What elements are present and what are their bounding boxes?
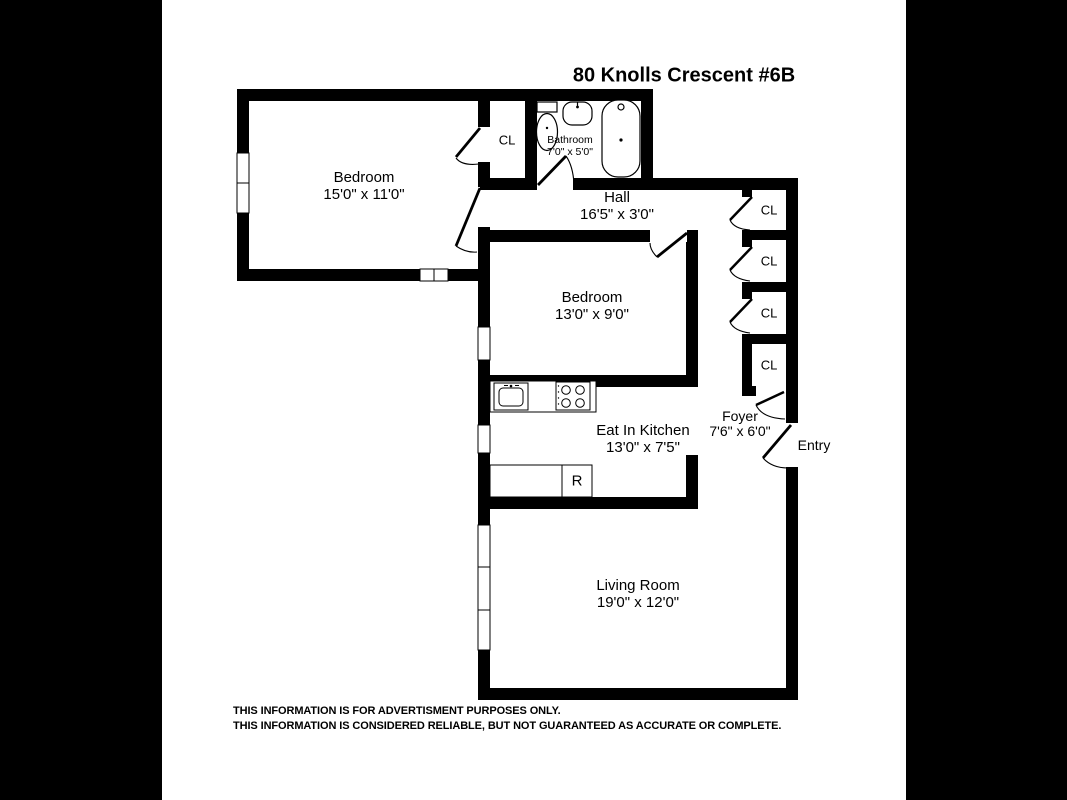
window <box>478 425 490 453</box>
windows <box>237 153 490 650</box>
entry-label: Entry <box>797 437 831 453</box>
kitchen-label <box>596 422 689 456</box>
bedroom2-door <box>650 233 687 257</box>
bedroom2-name: Bedroom <box>561 289 623 306</box>
closet-label-top: CL <box>498 132 516 148</box>
bedroom2-dims: 13'0" x 9'0" <box>555 306 629 323</box>
hall-dims: 16'5" x 3'0" <box>580 206 654 223</box>
bedroom1-dims: 15'0" x 11'0" <box>323 186 405 203</box>
closet-label-1: CL <box>760 202 778 218</box>
foyer-dims: 7'6" x 6'0" <box>709 423 771 439</box>
closet-label-3: CL <box>760 305 778 321</box>
refrigerator-label: R <box>571 472 583 490</box>
foyer-name: Foyer <box>722 408 758 424</box>
bathroom-name: Bathroom <box>547 134 593 146</box>
hall-name: Hall <box>604 189 630 206</box>
hall-label <box>580 189 654 223</box>
living-room-name: Living Room <box>596 577 680 594</box>
window <box>478 327 490 360</box>
sink-icon <box>563 102 592 125</box>
window <box>478 525 490 650</box>
bathroom-dims: 7'0" x 5'0" <box>547 146 593 158</box>
kitchen-sink-icon <box>494 383 528 410</box>
closet-label-4: CL <box>760 357 778 373</box>
foyer-label <box>709 409 770 439</box>
closet2-door <box>730 247 752 281</box>
bedroom1-closet-door <box>456 128 480 164</box>
bathtub-icon <box>602 100 640 177</box>
bedroom1-label <box>323 169 404 203</box>
plan-title: 80 Knolls Crescent #6B <box>572 64 796 87</box>
disclaimer-line-2: THIS INFORMATION IS CONSIDERED RELIABLE, BUT NOT GUARANTEED AS ACCURATE OR COMPLETE. <box>233 720 782 732</box>
living-room-dims: 19'0" x 12'0" <box>596 594 680 611</box>
bedroom2-label <box>555 289 629 323</box>
closet1-door <box>730 197 752 230</box>
living-room-label <box>596 577 679 611</box>
bathroom-label <box>547 134 593 158</box>
disclaimer-line-1: THIS INFORMATION IS FOR ADVERTISMENT PURPOSES ONLY. <box>233 705 561 717</box>
kitchen-name: Eat In Kitchen <box>596 422 690 439</box>
kitchen-dims: 13'0" x 7'5" <box>606 439 680 456</box>
closet-label-2: CL <box>760 253 778 269</box>
stove-icon <box>556 382 590 410</box>
bedroom1-hall-door <box>456 188 480 252</box>
kitchen-counter-bottom <box>490 465 562 497</box>
window <box>420 269 448 281</box>
closet3-door <box>730 299 752 333</box>
window <box>237 153 249 213</box>
bedroom1-name: Bedroom <box>333 169 395 186</box>
bathroom-door <box>538 156 574 185</box>
